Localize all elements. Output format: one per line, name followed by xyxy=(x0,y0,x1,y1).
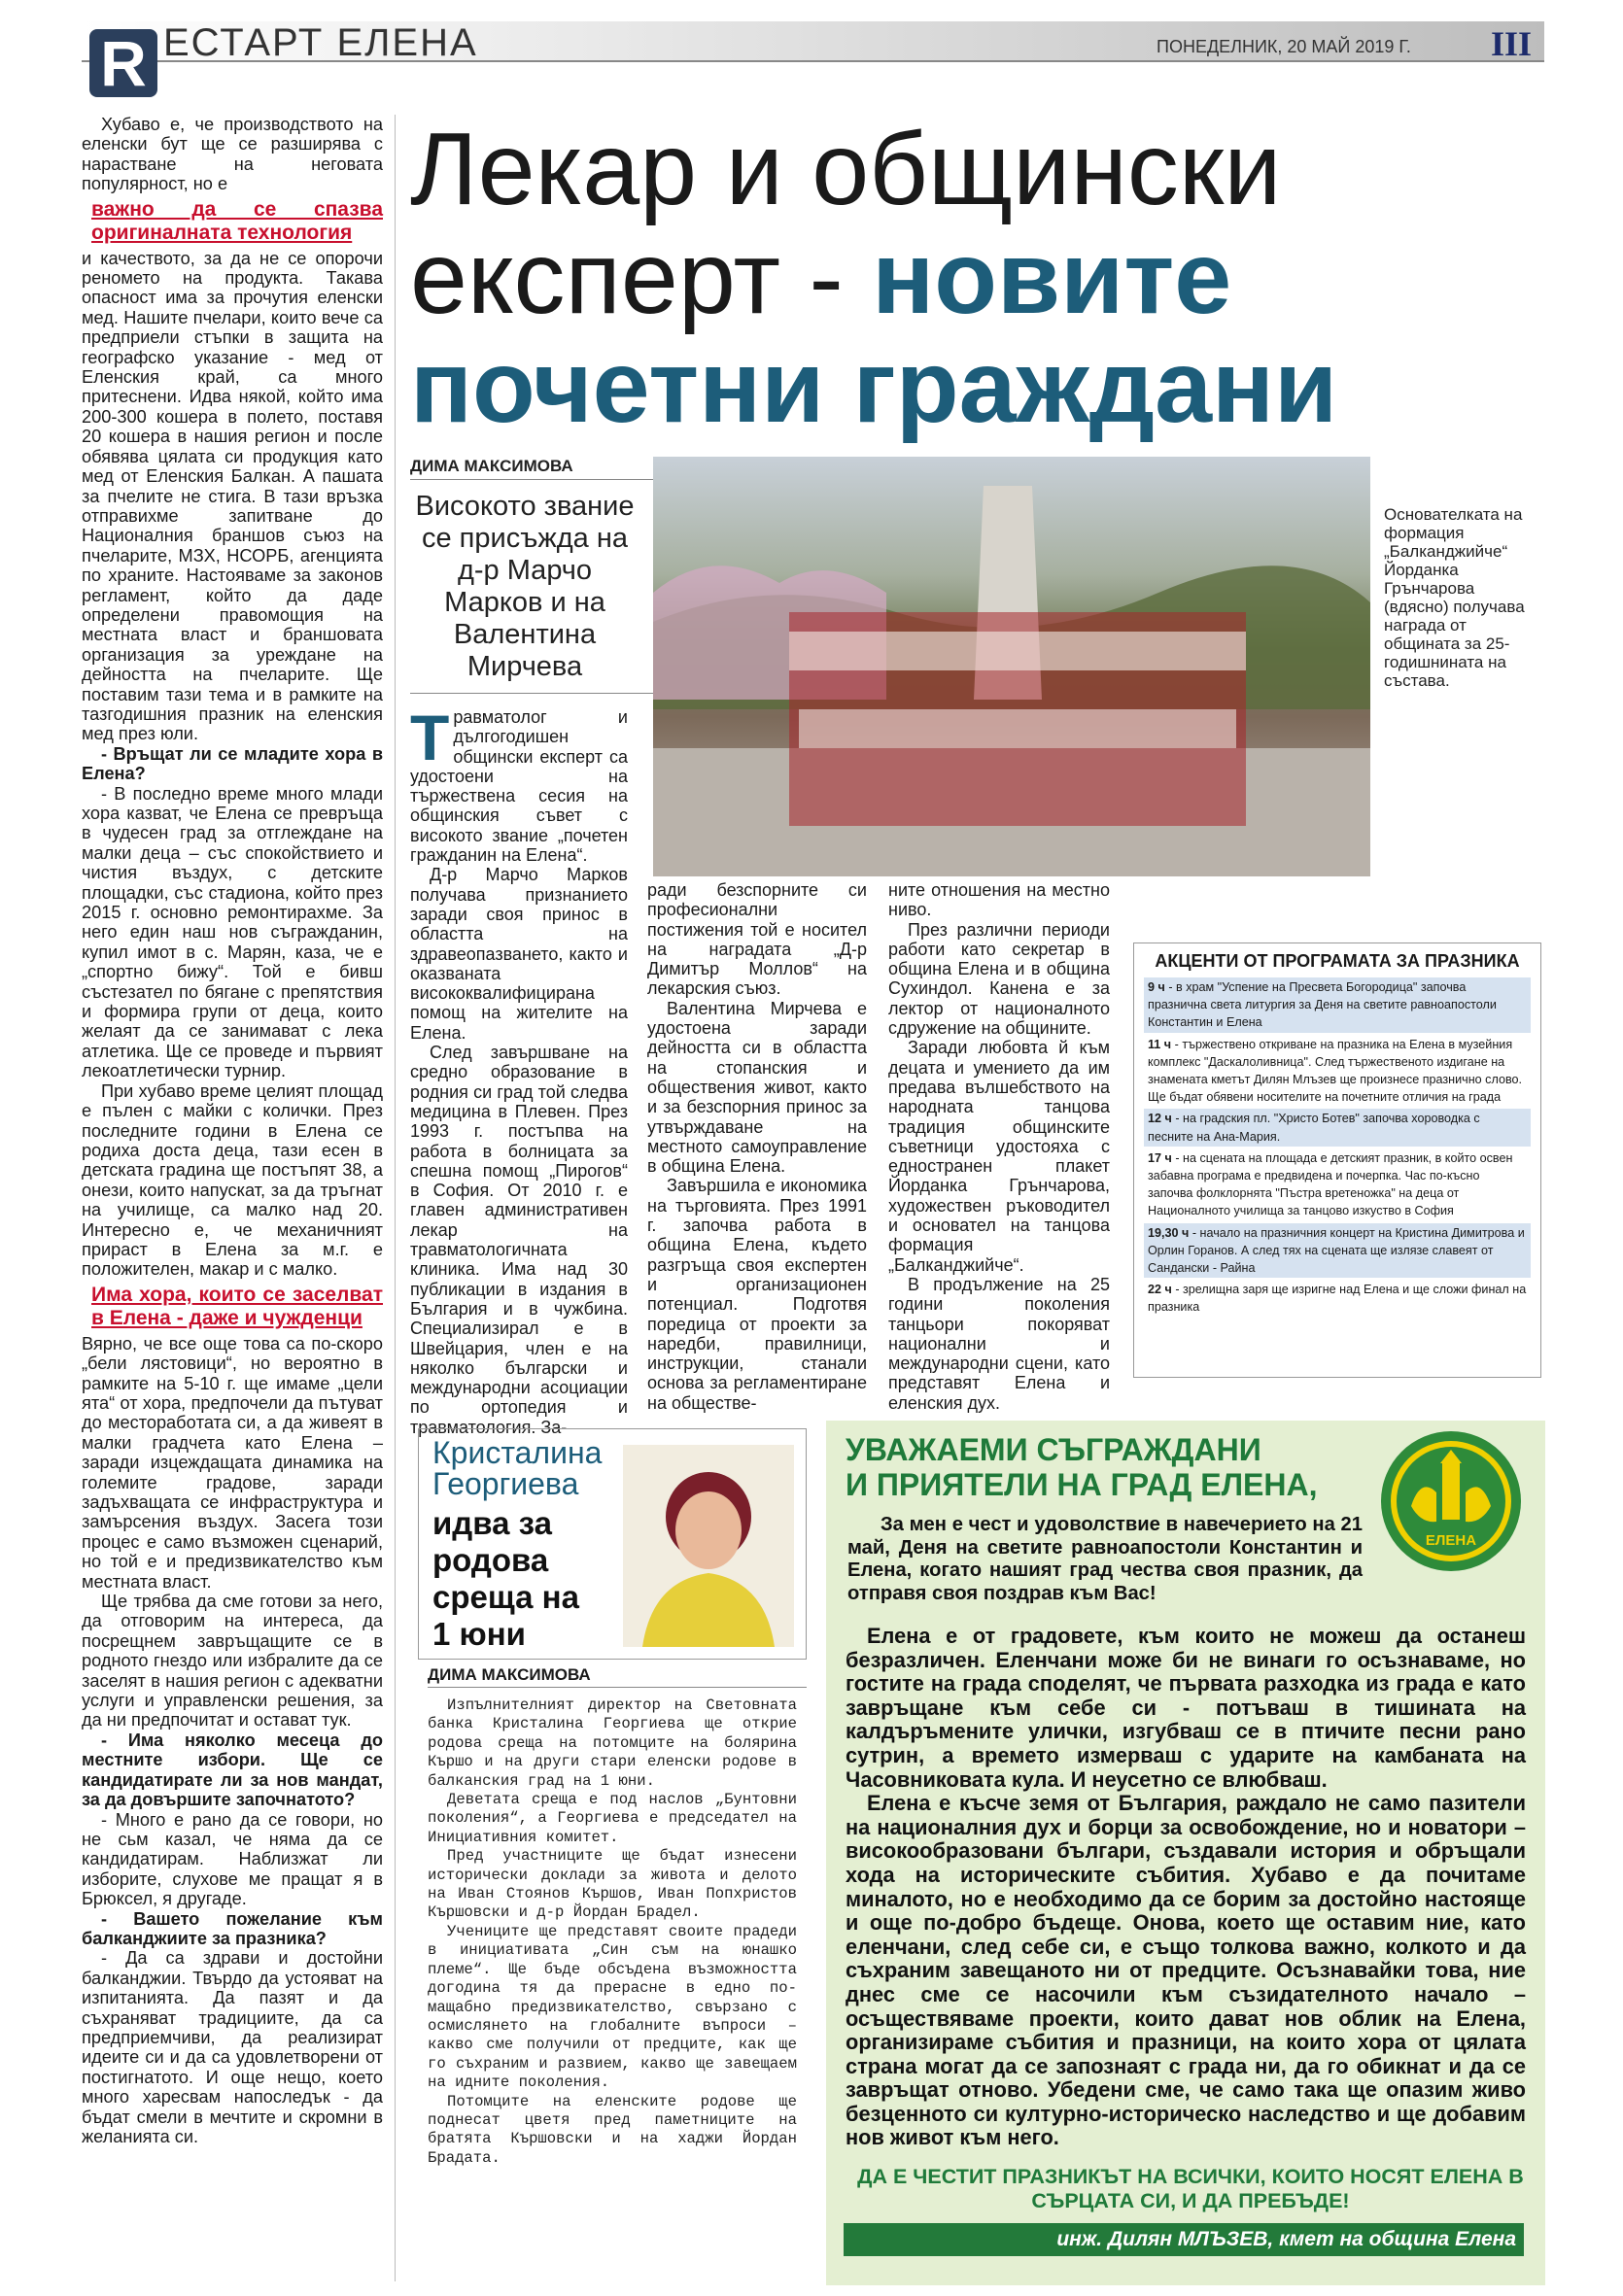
question: - Връщат ли се младите хора в Елена? xyxy=(82,743,383,784)
highlight-item xyxy=(1144,977,1531,1033)
paragraph: - Да са здрави и достойни балканджии. Твърдо да устояват на изпитанията. Да пазят и да съхраняват традициите, да са предприемчиви, да реализират идеите си и да са удовлетворени от постигнатото. И още нещо, което много харесвам напоследък - да бъдат смели в мечтите и скромни в желанията си. xyxy=(82,1948,383,2146)
greeting-body xyxy=(846,1625,1526,2150)
paragraph: През различни периоди работи като секретар в община Елена и в община Сухиндол. Канена е за лектор от националното сдружение на общините. xyxy=(888,919,1110,1039)
paragraph: Хубаво е, че производството на еленски бут ще се разширява с нарастване на неговата популярност, но е xyxy=(82,115,383,194)
main-headline xyxy=(410,112,1382,444)
article-author: ДИМА МАКСИМОВА xyxy=(410,457,653,480)
subheading: Има хора, които се заселват в Елена - даже и чужденци xyxy=(91,1283,383,1329)
paragraph: ните отношения на местно ниво. xyxy=(888,880,1110,920)
photo-illustration xyxy=(653,457,1370,876)
paragraph: Ще трябва да сме готови за него, да отговорим на интереса, да посрещнем завръщащите се в родното гнездо или избралите да се заселят в нашия регион с адекватни услуги и управленски решения, за да ни предпочитат и остават тук. xyxy=(82,1592,383,1731)
paragraph: Елена е от градовете, към които не можеш да останеш безразличен. Еленчани може би не винаги го осъзнаваме, но гостите на града споделят, че първата разходка из града е като завръщане към себе си - потъваш в тишината на калдъръмените улички, изгубваш се в птичите песни рано сутрин, а времето измерваш с ударите на камбаната на Часовниковата кула. И неусетно се влюбваш. xyxy=(846,1624,1526,1792)
highlight-time: 22 ч xyxy=(1148,1283,1172,1297)
headline-part2: новите почетни граждани xyxy=(410,221,1338,444)
greeting-intro: За мен е чест и удоволствие в навечерието на 21 май, Деня на светите равноапостоли Константин и Елена, когато нашият град чества своя празник, да отправя своя поздрав към Вас! xyxy=(847,1514,1363,1604)
logo-r xyxy=(89,29,157,97)
paragraph: Потомците на еленските родове ще поднесат цветя пред паметниците на братята Кършовски и на хаджи Йордан Брадата. xyxy=(428,2092,797,2167)
portrait-illustration xyxy=(623,1445,794,1647)
group-photo xyxy=(653,457,1370,876)
highlight-text: - тържествено откриване на празника на Елена в музейния комплекс "Даскалоливница". След тържественото издигане на знамената кметът Дилян Млъзев ще произнесе празнично слово. Ще бъдат обявени носителите на почетните отличия на града xyxy=(1148,1037,1523,1105)
logo-letter: R xyxy=(100,27,147,99)
paragraph: Учениците ще представят своите прадеди в инициативата „Син съм на юнашко племе“. Ще бъде обсъдена възможността догодина тя да прерасне в едно по-мащабно предизвикателство, свързано с осмислянето на глобалните въпроси – какво сме получили от предците, как ще го съхраним и развием, какво ще завещаем на идните поколения. xyxy=(428,1922,797,2092)
highlight-item xyxy=(1144,1223,1531,1279)
headline-part1: Лекар и общински експерт - xyxy=(410,112,1282,335)
emblem-text: ЕЛЕНА xyxy=(1425,1532,1477,1549)
highlights-list xyxy=(1144,977,1531,1318)
highlight-text: - в храм "Успение на Пресвета Богородица" започва празнична света литургия за Деня на светите равноапостоли Константин и Елена xyxy=(1148,980,1497,1030)
highlight-text: - зрелищна заря ще изригне над Елена и ще сложи финал на празника xyxy=(1148,1283,1527,1315)
paragraph: След завършване на средно образование в родния си град той следва медицина в Плевен. През 1993 г. постъпва на работа в болницата за спешна помощ „Пирогов“ в София. От 2010 г. е главен административен лекар на травматологичната клиника. Има над 30 публикации в издания в България и в чужбина. Специализирал е в Швейцария, член е на няколко български и международни асоциации по ортопедия и травматология. За- xyxy=(410,1043,628,1437)
column-divider xyxy=(395,115,396,2281)
kristalina-author: ДИМА МАКСИМОВА xyxy=(428,1665,807,1688)
highlight-text: - на сцената на площада е детският празник, в който освен забавна програма е предвидена и почерпка. Час по-късно започва фолклорнята "Пъстра вретеножка" на деца от Националното училища за танцово изкуство в София xyxy=(1148,1150,1513,1218)
kristalina-headline: идва за родова среща на 1 юни xyxy=(432,1505,579,1652)
kristalina-name: Кристалина Георгиева xyxy=(432,1435,603,1501)
paragraph: Д-р Марчо Марков получава признанието заради своя принос в областта на здравеопазването, както и оказваната висококвалифицирана помощ на жителите на Елена. xyxy=(410,865,628,1043)
highlight-text: - начало на празничния концерт на Кристина Димитрова и Орлин Горанов. А след тях на сцената ще излязе славеят от Сандански - Райна xyxy=(1148,1225,1525,1276)
emblem-icon xyxy=(1378,1428,1524,1574)
greeting-title-line2: И ПРИЯТЕЛИ НА ГРАД ЕЛЕНА, xyxy=(846,1467,1318,1502)
highlight-time: 11 ч xyxy=(1148,1037,1172,1051)
lead-text: равматолог и дългогодишен общински експерт са удостоени на тържествена сесия на общинския съвет с високото звание „почетен гражданин на Елена“. xyxy=(410,707,628,866)
paragraph: Изпълнителният директор на Световната банка Кристалина Георгиева ще открие родова среща на потомците на болярина Кършо и на други стари еленски родове в балканския град на 1 юни. xyxy=(428,1696,797,1790)
highlight-item xyxy=(1144,1280,1531,1317)
elena-emblem xyxy=(1378,1428,1524,1574)
paragraph: - В последно време много млади хора казват, че Елена се превръща в чудесен град за отглеждане на малки деца – със спокойствието и чистия въздух, с детските площадки, със стадиона, който през 2015 г. основно ремонтирахме. За него един наш нов съгражданин, купил имот в с. Марян, каза, че е „спортно бижу“. Той е бивш състезател по бягане с препятствия и формира групи от деца, които желаят да се занимават с лека атлетика. Ще се проведе и първият лекоатлетически турнир. xyxy=(82,783,383,1081)
paragraph: Валентина Мирчева е удостоена заради дейността си в областта на стопанския и обществения живот, както и за безспорния принос за утвърждаване на местното самоуправление в община Елена. xyxy=(647,998,867,1177)
highlight-time: 17 ч xyxy=(1148,1150,1172,1165)
kristalina-photo xyxy=(623,1445,794,1647)
highlight-item xyxy=(1144,1148,1531,1221)
paragraph: Елена е късче земя от България, раждало не само пазители на националния дух и борци за освобождение, но и новатори – високообразовани българи, създавали история и обръщали хода на историческите събития. Хубаво е да почитаме миналото, но е необходимо да се борим за достойно настояще и още по-добро бъдеще. Онова, което ще оставим ние, като еленчани, след себе си, е също толкова важно, колкото и да съхраним завещаното ни от предците. Осъзнавайки това, ние днес сме се насочили към съзидателното начало – осъществяваме проекти, които дават нов облик на Елена, организираме събития и празници, на които хора от цялата страна могат да се запознаят с града ни, да го обикнат и да се завръщат отново. Убедени сме, че само така ще опазим живо безценното си културно-историческо наследство и ще добавим нов живот към него. xyxy=(846,1791,1526,2150)
paragraph: В продължение на 25 години поколения танцьори покоряват национални и международни сцени, като представят Елена и еленския дух. xyxy=(888,1274,1110,1413)
paragraph: Пред участниците ще бъдат изнесени исторически доклади за живота и делото на Иван Стоянов Кършов, Иван Попхристов Кършовски и д-р Йордан Брадел. xyxy=(428,1847,797,1922)
paragraph: ради безспорните си професионални постижения той е носител на наградата „Д-р Димитър Моллов“ на лекарския съюз. xyxy=(647,880,867,999)
subheading: важно да се спазва оригиналната технология xyxy=(91,197,383,244)
photo-caption: Основателката на формация „Балканджийче“ Йорданка Грънчарова (вдясно) получава награда от общината за 25-годишнината на състава. xyxy=(1384,505,1525,690)
kristalina-box xyxy=(418,1428,807,1660)
highlight-item xyxy=(1144,1035,1531,1108)
highlight-item xyxy=(1144,1109,1531,1146)
paragraph: Деветата среща е под наслов „Бунтовни поколения“, а Георгиева е председател на Инициативния комитет. xyxy=(428,1791,797,1846)
article-deck: Високото звание се присъжда на д-р Марчо Марков и на Валентина Мирчева xyxy=(415,491,635,682)
paragraph: Вярно, че все още това са по-скоро „бели лястовици“, но вероятно в рамките на 5-10 г. ще имаме „цели ята“ от хора, предпочели да пътуват до месторабoтата си, а да живеят в малки градчета като Елена – заради изцеждащата динамика на големите градове, заради задъхващата се инфраструктура и замърсения въздух. Засега този процес е само възможен сценарий, но той е и предизвикателство към местната власт. xyxy=(82,1333,383,1592)
paragraph: Заради любовта й към децата и умението да им предава вълшебството на народната танцова традиция общинските съветници удостояха с едностранен плакет Йорданка Грънчарова, художествен ръководител и основател на танцова формация „Балканджийче“. xyxy=(888,1038,1110,1275)
question: - Има няколко месеца до местните избори. Ще се кандидатирате ли за нов мандат, за да довършите започнатото? xyxy=(82,1730,383,1810)
highlight-time: 19,30 ч xyxy=(1148,1225,1190,1240)
greeting-title-line1: УВАЖАЕМИ СЪГРАЖДАНИ xyxy=(846,1432,1261,1467)
paragraph: - Много е рано да се говори, но не сьм казал, че няма да се кандидатирам. Наблизжат ли изборите, слухове ме пращат я в Брюксел, я другаде. xyxy=(82,1809,383,1909)
program-highlights xyxy=(1133,942,1541,1378)
greeting-signature: инж. Дилян МЛЪЗЕВ, кмет на община Елена xyxy=(1056,2228,1516,2250)
highlights-title: АКЦЕНТИ ОТ ПРОГРАМАТА ЗА ПРАЗНИКА xyxy=(1155,951,1520,971)
article-col-2 xyxy=(647,880,867,1413)
highlight-time: 12 ч xyxy=(1148,1112,1172,1126)
highlight-text: - на градския пл. "Христо Ботев" започва хороводка с песните на Ана-Мария. xyxy=(1148,1112,1480,1144)
paragraph: Завършила е икономика на търговията. През 1991 г. започва работа в община Елена, където разгръща своя експертен и организационен потенциал. Подготвя поредица от проекти за наредби, правилници, инструкции, станали основа за регламентиране на обществе- xyxy=(647,1176,867,1413)
paragraph: и качеството, за да не се опорочи реномето на продукта. Такава опасност има за прочутия еленски мед. Нашите пчелари, които вече са предприели стъпки в защита на географско указание - мед от Еленския край, са много притеснени. Идва някой, който има 200-300 кошера в полето, поставя 20 кошера в нашия регион и после обявява цялата си продукция като мед от Еленския Балкан. А пашата за пчелите не стига. В тази връзка отправихме запитване до Националния браншов съюз на пчеларите, МЗХ, НСОРБ, агенцията по храните. Настояваме за законов регламент, който да даде определени правомощия на местната власт и браншовата организация за уреждане на дейността на пчеларите. Ще поставим тази тема и в рамките на тазгодишния празник на еленския мед през юли. xyxy=(82,248,383,744)
question: - Вашето пожелание към балканджиите за празника? xyxy=(82,1908,383,1948)
article-col-3 xyxy=(888,880,1110,1413)
article-col-1 xyxy=(410,702,628,1437)
greeting-title xyxy=(846,1432,1390,1502)
kristalina-text xyxy=(428,1696,797,2168)
lead-paragraph xyxy=(410,702,628,866)
section-title: ЕСТАРТ ЕЛЕНА xyxy=(163,21,478,64)
page-date: ПОНЕДЕЛНИК, 20 МАЙ 2019 Г. xyxy=(1157,37,1411,56)
greeting-closing: ДА Е ЧЕСТИТ ПРАЗНИКЪТ НА ВСИЧКИ, КОИТО НОСЯТ ЕЛЕНА В СЪРЦАТА СИ, И ДА ПРЕБЪДЕ! xyxy=(857,2165,1524,2212)
dropcap: Т xyxy=(410,702,450,773)
deck-rule xyxy=(410,693,653,694)
highlight-time: 9 ч xyxy=(1148,980,1165,994)
paragraph: При хубаво време целият площад е пълен с майки с колички. През последните години в Елена се родиха доста деца, тази есен в детската градина ще постъпят 38, а онези, които напускат, за да тръгнат на училище, са малко над 20. Интересно е, че механичният прираст в Елена за м.г. е положителен, макар и с малко. xyxy=(82,1080,383,1280)
left-column xyxy=(82,115,383,2146)
page-number: III xyxy=(1491,24,1533,63)
